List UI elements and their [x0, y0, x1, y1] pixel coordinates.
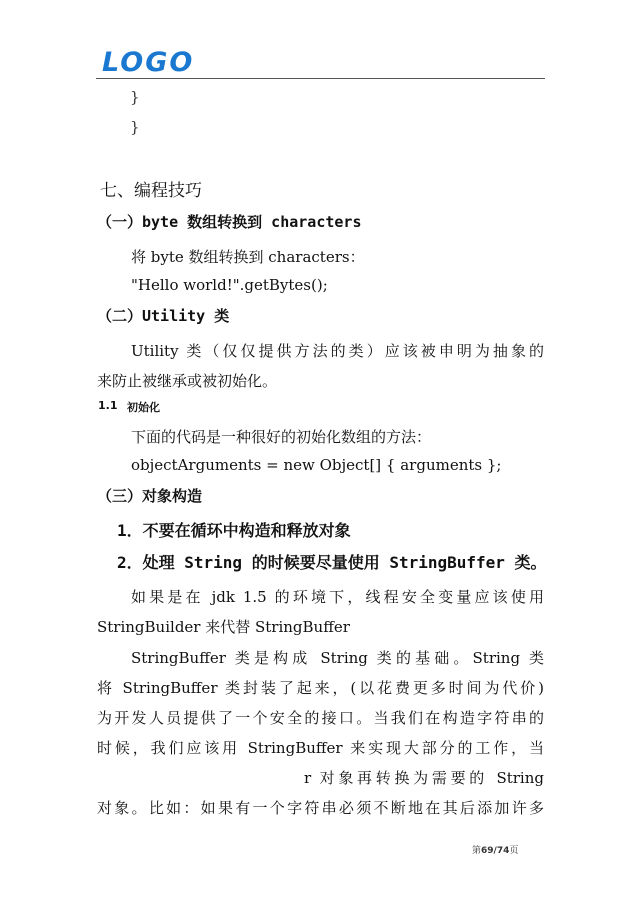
- section-heading: 七、编程技巧: [100, 181, 202, 201]
- paragraph-line: 对象。比如：如果有一个字符串必须不断地在其后添加许多: [97, 799, 544, 817]
- paragraph-line: r 对象再转换为需要的 String: [304, 769, 544, 787]
- numbered-heading: 1．不要在循环中构造和释放对象: [117, 521, 351, 540]
- code-closing-brace: }: [130, 88, 140, 106]
- paragraph-line: 如果是在 jdk 1.5 的环境下，线程安全变量应该使用: [131, 588, 544, 606]
- paragraph-line: StringBuffer 类是构成 String 类的基础。String 类: [131, 649, 544, 667]
- paragraph-line: 将 StringBuffer 类封装了起来，(以花费更多时间为代价): [97, 679, 544, 697]
- code-line: "Hello world!".getBytes();: [131, 276, 328, 294]
- subsection-heading: （二）Utility 类: [97, 307, 230, 325]
- paragraph-line: Utility 类（仅仅提供方法的类）应该被申明为抽象的: [131, 342, 544, 360]
- paragraph-line: 来防止被继承或被初始化。: [97, 372, 278, 390]
- paragraph-line: 为开发人员提供了一个安全的接口。当我们在构造字符串的: [97, 709, 544, 727]
- section-title: 初始化: [127, 401, 160, 414]
- paragraph-line: StringBuilder 来代替 StringBuffer: [97, 618, 350, 636]
- logo: LOGO: [102, 47, 195, 78]
- paragraph-line: 时候，我们应该用 StringBuffer 来实现大部分的工作，当: [97, 739, 544, 757]
- subsection-heading: （一）byte 数组转换到 characters: [97, 213, 362, 231]
- paragraph-line: 下面的代码是一种很好的初始化数组的方法：: [131, 428, 432, 446]
- code-closing-brace: }: [130, 118, 140, 136]
- page-number: 第69/74页: [472, 846, 519, 856]
- numbered-heading: 2．处理 String 的时候要尽量使用 StringBuffer 类。: [117, 553, 547, 572]
- paragraph-line: 将 byte 数组转换到 characters：: [131, 248, 365, 266]
- subsection-heading: （三）对象构造: [97, 487, 203, 505]
- code-line: objectArguments = new Object[] { arguments };: [131, 456, 502, 474]
- section-number: 1.1: [98, 399, 118, 412]
- header-divider: [96, 78, 545, 79]
